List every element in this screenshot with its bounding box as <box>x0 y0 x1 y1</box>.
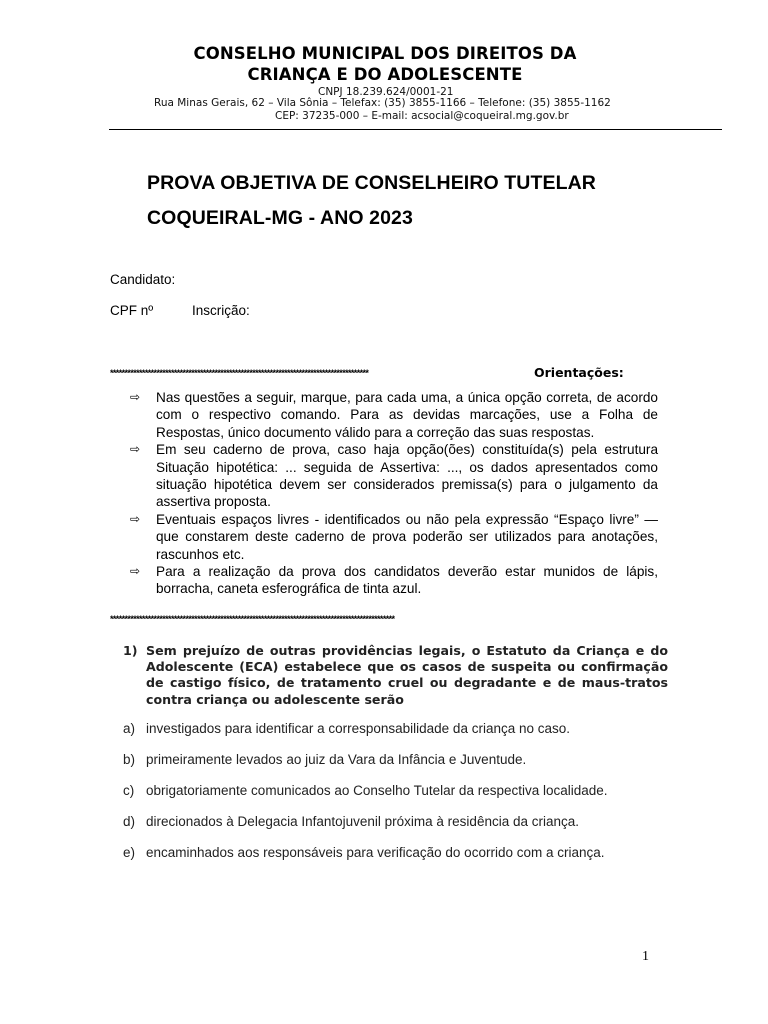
exam-title-line2: COQUEIRAL-MG - ANO 2023 <box>147 207 413 229</box>
org-name-line2: CRIANÇA E DO ADOLESCENTE <box>247 65 523 84</box>
arrow-right-outline-icon: ⇨ <box>130 442 141 457</box>
question-1 <box>123 643 668 708</box>
option-text: obrigatoriamente comunicados ao Conselho Tutelar da respectiva localidade. <box>146 783 608 798</box>
org-address: Rua Minas Gerais, 62 – Vila Sônia – Telefax: (35) 3855-1166 – Telefone: (35) 3855-1162 <box>154 97 611 109</box>
option-letter: e) <box>123 845 136 860</box>
header-divider <box>109 129 722 130</box>
cpf-label: CPF nº <box>110 303 154 318</box>
org-name-line1: CONSELHO MUNICIPAL DOS DIREITOS DA <box>193 44 577 63</box>
org-cnpj: CNPJ 18.239.624/0001-21 <box>318 86 454 98</box>
org-cep-email: CEP: 37235-000 – E-mail: acsocial@coqueiral.mg.gov.br <box>275 110 569 122</box>
option-letter: b) <box>123 752 136 767</box>
question-number: 1) <box>123 643 138 658</box>
answer-option-d[interactable] <box>123 814 579 829</box>
arrow-right-outline-icon: ⇨ <box>130 564 141 579</box>
arrow-right-outline-icon: ⇨ <box>130 390 141 404</box>
answer-option-a[interactable] <box>123 721 570 736</box>
question-text: Sem prejuízo de outras providências legais, o Estatuto da Criança e do Adolescente (ECA) estabelece que os casos de suspeita ou confirmação de castigo físico, de tratamento cruel ou degradante e de maus-tratos contra criança ou adolescente serão <box>146 643 668 707</box>
option-letter: c) <box>123 783 135 798</box>
option-text: direcionados à Delegacia Infantojuvenil próxima à residência da criança. <box>146 814 580 829</box>
registration-label: Inscrição: <box>192 303 250 318</box>
stars-divider-bottom: ************************************************************************************************** <box>110 614 395 624</box>
option-text: primeiramente levados ao juiz da Vara da Infância e Juventude. <box>146 752 527 767</box>
answer-option-c[interactable] <box>123 783 608 798</box>
candidate-name-label: Candidato: <box>110 272 176 287</box>
page-number: 1 <box>642 949 649 964</box>
option-letter: a) <box>123 721 136 736</box>
orientation-item: ⇨ Em seu caderno de prova, caso haja opção(ões) constituída(s) pela estrutura Situação hipotética: ... seguida de Assertiva: ..., os dados apresentados como situação hipotética devem ser considerados premissa(s) para o julgamento da assertiva proposta. <box>130 442 658 510</box>
stars-divider-top: ***************************************************************************************** <box>110 368 369 378</box>
orientation-item: ⇨ Para a realização da prova dos candidatos deverão estar munidos de lápis, borracha, caneta esferográfica de tinta azul. <box>130 564 658 597</box>
answer-option-e[interactable] <box>123 845 605 860</box>
option-text: encaminhados aos responsáveis para verificação do ocorrido com a criança. <box>146 845 605 860</box>
orientation-item: ⇨ Eventuais espaços livres - identificados ou não pela expressão “Espaço livre” — que constarem deste caderno de prova poderão ser utilizados para anotações, rascunhos etc. <box>130 511 658 562</box>
arrow-right-outline-icon: ⇨ <box>130 511 141 526</box>
option-letter: d) <box>123 814 136 829</box>
answer-option-b[interactable] <box>123 752 526 767</box>
orientations-list <box>130 389 658 598</box>
exam-title-line1: PROVA OBJETIVA DE CONSELHEIRO TUTELAR <box>147 172 596 194</box>
orientation-item: ⇨ Nas questões a seguir, marque, para cada uma, a única opção correta, de acordo com o respectivo comando. Para as devidas marcações, use a Folha de Respostas, único documento válido para a correção das suas respostas. <box>130 390 658 440</box>
option-text: investigados para identificar a corresponsabilidade da criança no caso. <box>146 721 571 736</box>
orientations-heading: Orientações: <box>534 365 624 380</box>
